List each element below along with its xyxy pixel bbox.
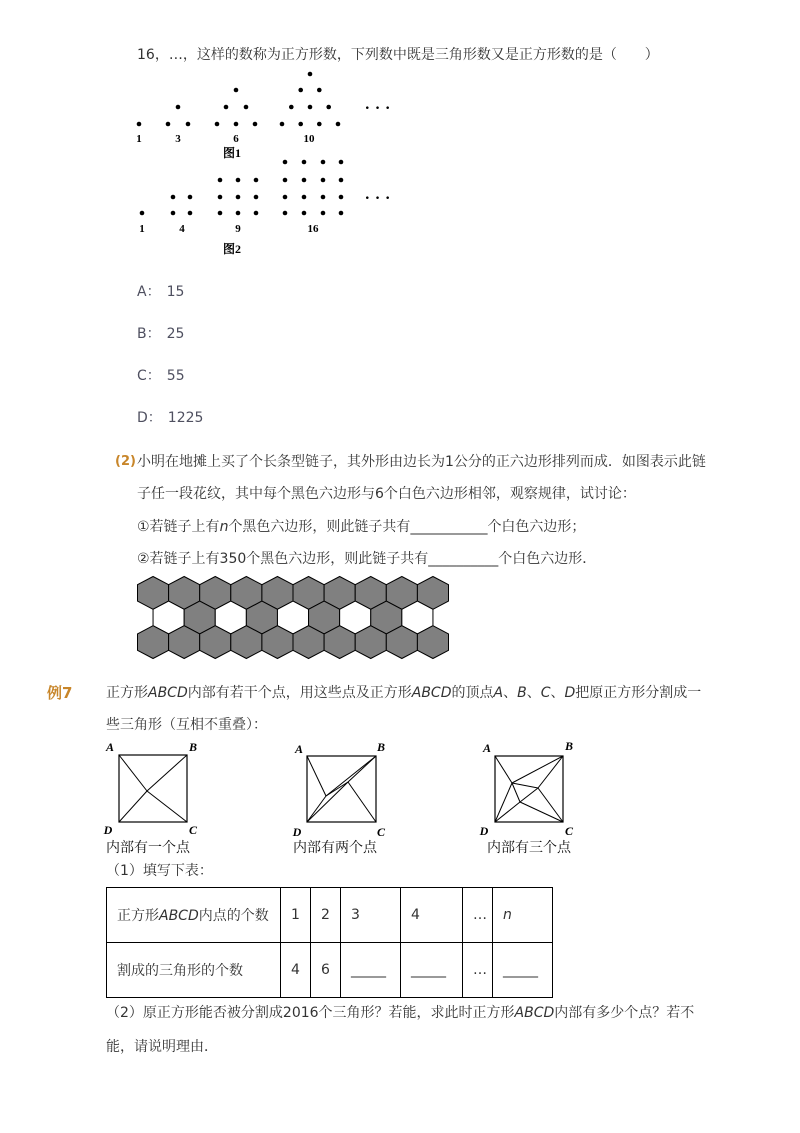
option-value: 55 (166, 368, 185, 384)
square-figure-one-point (100, 738, 210, 838)
example-label: 例7 (47, 684, 73, 702)
square-number-dots (140, 160, 344, 216)
vertex-label-a: A (482, 741, 492, 755)
figure-caption: 内部有三个点 (487, 840, 571, 856)
variable-n: n (219, 519, 229, 535)
hexagon-chain-figure (137, 576, 450, 659)
text: 、 (526, 685, 541, 701)
math-a: A (493, 685, 504, 701)
text: ①若链子上有 (137, 519, 220, 535)
part2-question1 (137, 517, 585, 537)
option-letter: B： (137, 326, 161, 342)
text: 内部有多少个点？若不 (554, 1005, 695, 1021)
table-cell: 3 (341, 888, 401, 943)
vertex-label-d: D (292, 825, 302, 839)
vertex-label-a: A (294, 742, 304, 756)
figure-caption: 内部有两个点 (293, 840, 377, 856)
text: 把原正方形分割成一 (575, 685, 702, 701)
fill-in-table (106, 887, 553, 998)
vertex-label-b: B (564, 739, 574, 753)
square-figure-three-points (476, 738, 586, 838)
text: 正方形 (117, 908, 159, 924)
table-cell: 4 (281, 943, 311, 998)
task2-line2: 能，请说明理由． (106, 1039, 218, 1055)
option-letter: D： (137, 410, 162, 426)
table-cell: 6 (311, 943, 341, 998)
partition-lines (307, 756, 376, 822)
answer-blank: _____ (493, 943, 553, 998)
table-cell: … (463, 943, 493, 998)
variable-n: n (503, 907, 512, 923)
part2-question2 (137, 549, 596, 569)
vertex-label-b: B (188, 740, 198, 754)
partition-lines (495, 756, 563, 822)
task2-line1 (106, 1003, 694, 1023)
triangle-number-dots (137, 72, 341, 127)
text: 个白色六边形； (487, 519, 586, 535)
row-header: 割成的三角形的个数 (107, 943, 281, 998)
text: 、 (503, 685, 518, 701)
task1-heading: （1）填写下表： (106, 863, 213, 879)
answer-blank: ___________ (410, 519, 488, 535)
part2-line1: 小明在地摊上买了个长条型链子，其外形由边长为1公分的正六边形排列而成．如图表示此链 (137, 454, 706, 470)
answer-blank: _____ (341, 943, 401, 998)
option-b (137, 324, 184, 344)
math-abcd: ABCD (411, 685, 452, 701)
math-b: B (517, 685, 527, 701)
row-header (107, 888, 281, 943)
figure1-label: 6 (233, 133, 239, 145)
table-cell (493, 888, 553, 943)
vertex-label-c: C (188, 823, 198, 837)
figure2-caption: 图2 (222, 242, 242, 256)
figure1-caption: 图1 (222, 146, 242, 160)
option-letter: C： (137, 368, 161, 384)
text: 的顶点 (451, 685, 494, 701)
table-cell: 4 (401, 888, 463, 943)
figure1-label: 10 (303, 133, 315, 145)
vertex-label-a: A (105, 740, 115, 754)
square-figure-two-points (288, 738, 398, 838)
text: 个白色六边形． (498, 551, 597, 567)
table-row (107, 888, 553, 943)
vertex-label-d: D (103, 823, 113, 837)
figure2-label: 4 (179, 223, 185, 235)
vertex-label-b: B (376, 740, 386, 754)
text: 内点的个数 (198, 908, 269, 924)
text: （2）原正方形能否被分割成2016个三角形？若能，求此时正方形 (106, 1005, 515, 1021)
question-intro: 16，…，这样的数称为正方形数，下列数中既是三角形数又是正方形数的是（ ） (137, 47, 659, 63)
option-value: 15 (166, 284, 185, 300)
option-letter: A： (137, 284, 161, 300)
table-cell: … (463, 888, 493, 943)
option-c (137, 366, 185, 386)
math-c: C (540, 685, 551, 701)
text: 、 (550, 685, 565, 701)
math-abcd: ABCD (514, 1005, 555, 1021)
figure2-label: 16 (307, 223, 319, 235)
text: 内部有若干个点，用这些点及正方形 (187, 685, 412, 701)
partition-lines (119, 755, 187, 822)
vertex-label-d: D (479, 824, 489, 838)
math-abcd: ABCD (148, 685, 188, 701)
figure1-label: 3 (175, 133, 181, 145)
option-value: 25 (166, 326, 185, 342)
figure2-label: 1 (139, 223, 145, 235)
table-row (107, 943, 553, 998)
vertex-label-c: C (376, 825, 386, 839)
example7-line1 (106, 683, 701, 703)
vertex-label-c: C (564, 824, 574, 838)
example7-line2: 些三角形（互相不重叠）： (106, 717, 267, 733)
figure2-ellipsis: • • • (364, 194, 392, 204)
table-cell: 2 (311, 888, 341, 943)
figure-caption: 内部有一个点 (106, 840, 190, 856)
figure2-label: 9 (235, 223, 241, 235)
part2-line2: 子任一段花纹，其中每个黑色六边形与6个白色六边形相邻，观察规律，试讨论： (137, 486, 636, 502)
math-d: D (564, 685, 576, 701)
table-cell: 1 (281, 888, 311, 943)
answer-blank: _____ (401, 943, 463, 998)
dot-pattern-figures (130, 65, 410, 260)
option-a (137, 282, 184, 302)
text: 个黑色六边形，则此链子共有 (228, 519, 411, 535)
option-d (137, 408, 203, 428)
text: 正方形 (106, 685, 148, 701)
answer-blank: __________ (428, 551, 499, 567)
figure1-label: 1 (136, 133, 142, 145)
math-abcd: ABCD (159, 908, 199, 924)
part2-number: (2) (115, 454, 136, 469)
text: ②若链子上有350个黑色六边形，则此链子共有 (137, 551, 429, 567)
figure1-ellipsis: • • • (364, 104, 392, 114)
option-value: 1225 (167, 410, 204, 426)
